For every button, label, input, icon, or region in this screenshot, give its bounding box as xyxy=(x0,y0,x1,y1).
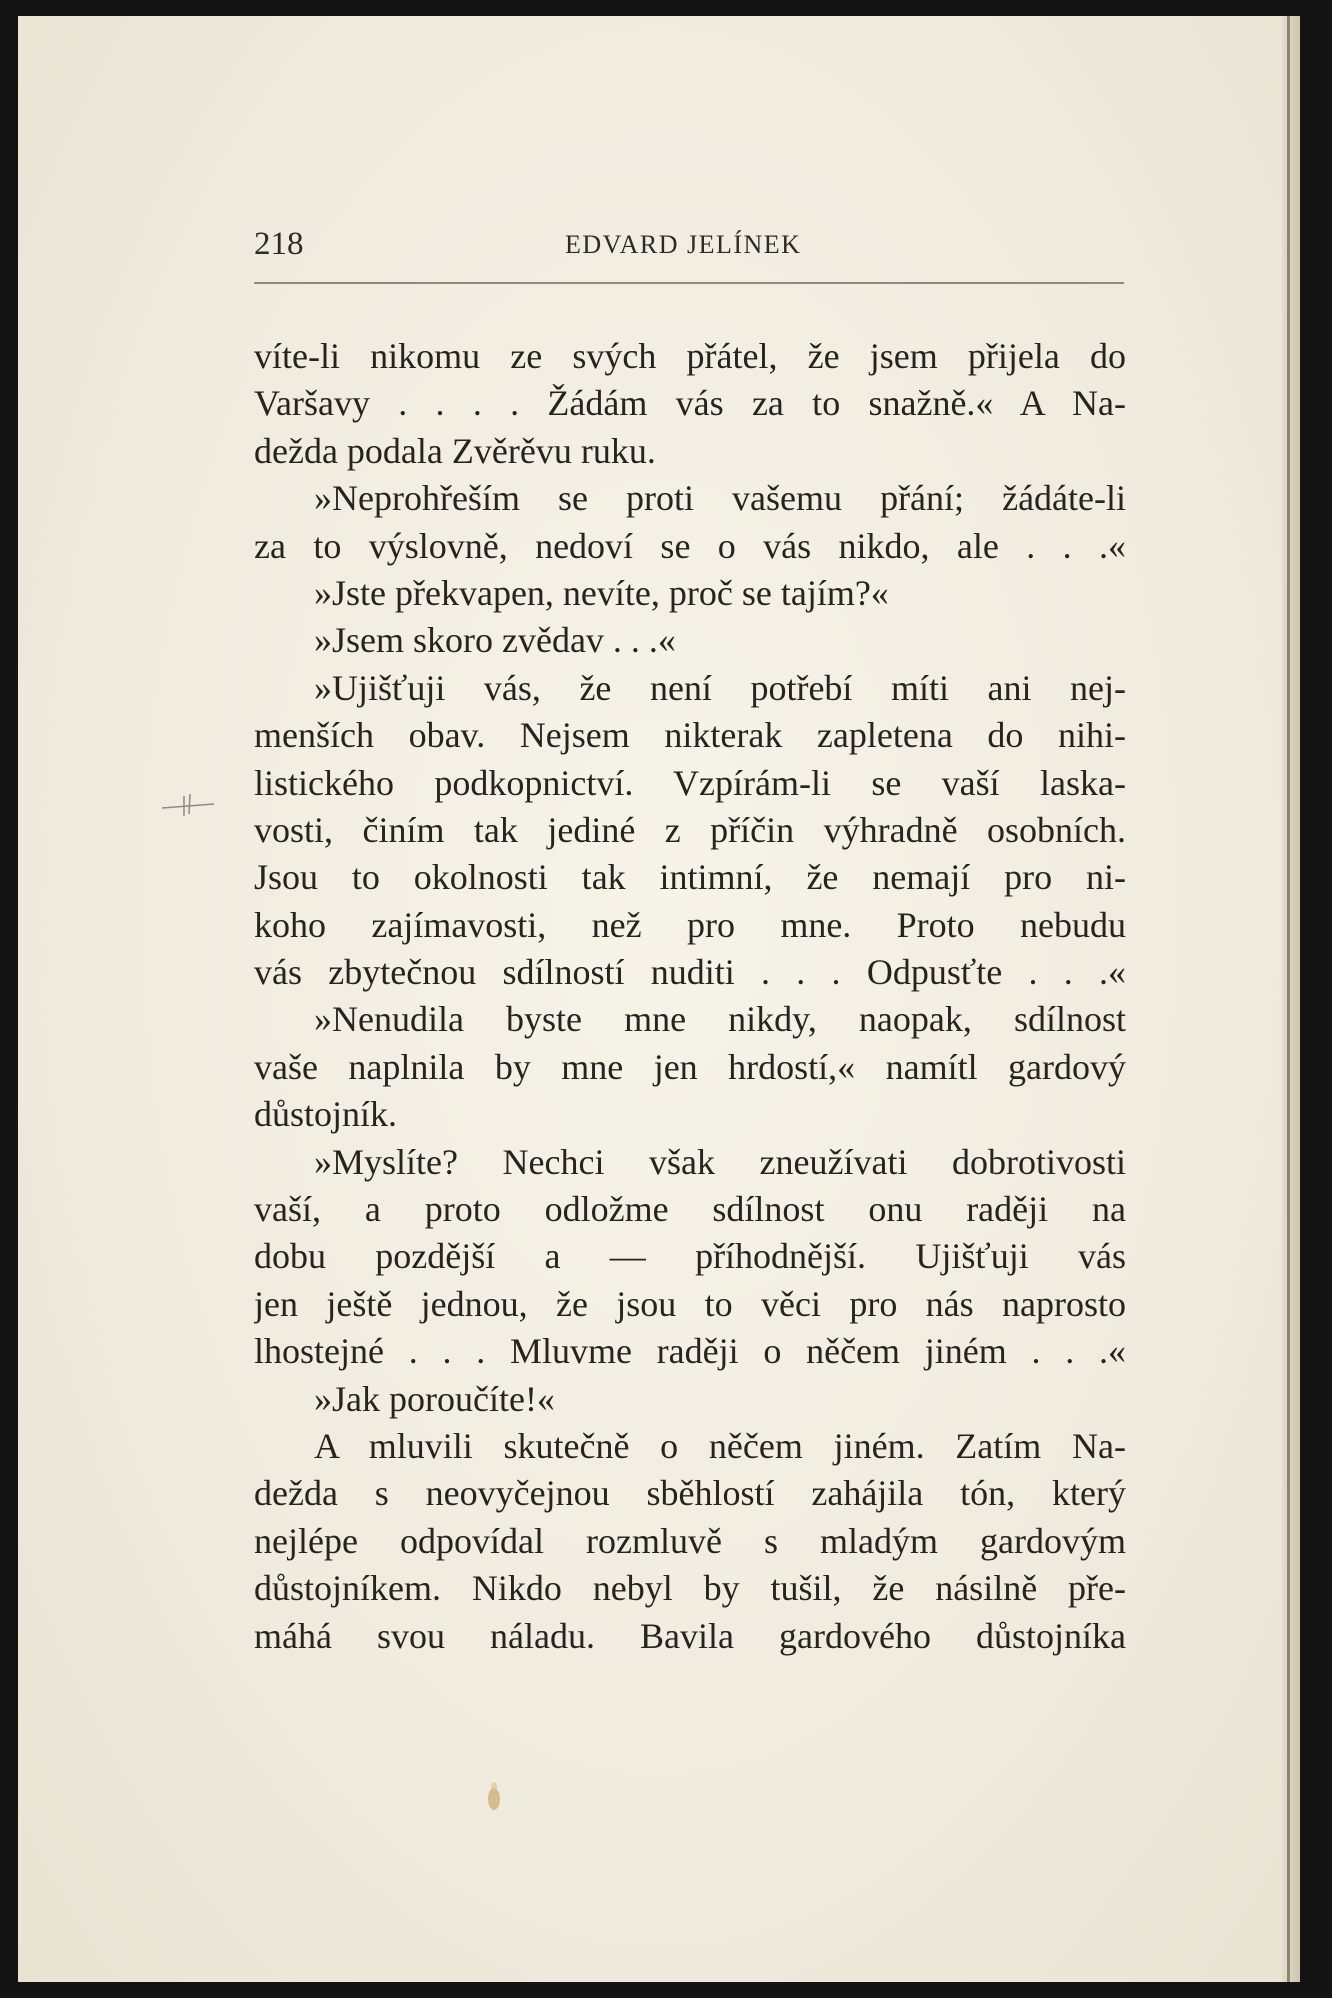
text-line: »Jak poroučíte!« xyxy=(314,1378,555,1419)
page-header xyxy=(254,222,1124,262)
ink-stain-icon xyxy=(484,1775,504,1813)
text-line: máhá svou náladu. Bavila gardového důstojníka xyxy=(254,1615,1126,1656)
running-head: EDVARD JELÍNEK xyxy=(565,230,802,259)
text-line: »Jsem skoro zvědav . . .« xyxy=(314,620,676,661)
page-gutter xyxy=(1282,16,1300,1982)
text-line: vaší, a proto odložme sdílnost onu raději na xyxy=(254,1189,1126,1230)
text-line: jen ještě jednou, že jsou to věci pro nás naprosto xyxy=(254,1283,1126,1324)
text-line: důstojník. xyxy=(254,1094,398,1135)
text-line: nejlépe odpovídal rozmluvě s mladým gardovým xyxy=(254,1520,1126,1561)
text-line: za to výslovně, nedoví se o vás nikdo, ale . . .« xyxy=(254,525,1126,566)
text-line: »Myslíte? Nechci však zneužívati dobrotivosti xyxy=(314,1141,1126,1182)
text-line: lhostejné . . . Mluvme raději o něčem jiném . . .« xyxy=(254,1331,1126,1372)
text-line: vosti, činím tak jediné z příčin výhradně osobních. xyxy=(254,809,1126,850)
body-text xyxy=(254,333,1126,1660)
text-line: »Jste překvapen, nevíte, proč se tajím?« xyxy=(314,572,889,613)
text-line: vás zbytečnou sdílností nuditi . . . Odpusťte . . .« xyxy=(254,952,1126,993)
text-line: »Neprohřeším se proti vašemu přání; žádáte-li xyxy=(314,478,1126,519)
text-line: dežda podala Zvěrěvu ruku. xyxy=(254,430,656,471)
text-line: Jsou to okolnosti tak intimní, že nemají pro ni- xyxy=(254,857,1126,898)
text-line: »Ujišťuji vás, že není potřebí míti ani nej- xyxy=(314,667,1126,708)
text-line: vaše naplnila by mne jen hrdostí,« namítl gardový xyxy=(254,1046,1126,1087)
text-line: »Nenudila byste mne nikdy, naopak, sdílnost xyxy=(314,999,1126,1040)
text-line: koho zajímavosti, než pro mne. Proto nebudu xyxy=(254,904,1126,945)
text-line: důstojníkem. Nikdo nebyl by tušil, že násilně pře- xyxy=(254,1568,1126,1609)
text-line: dežda s neovyčejnou sběhlostí zahájila tón, který xyxy=(254,1473,1126,1514)
text-line: menších obav. Nejsem nikterak zapletena do nihi- xyxy=(254,715,1126,756)
page-number: 218 xyxy=(254,226,304,262)
text-line: dobu pozdější a — příhodnější. Ujišťuji vás xyxy=(254,1236,1126,1277)
text-line: A mluvili skutečně o něčem jiném. Zatím Na- xyxy=(314,1425,1126,1466)
text-line: víte-li nikomu ze svých přátel, že jsem přijela do xyxy=(254,336,1126,376)
text-line: listického podkopnictví. Vzpírám-li se vaší laska- xyxy=(254,762,1126,803)
gutter-fold-line xyxy=(1287,16,1290,1982)
pencil-margin-mark-icon xyxy=(160,790,216,820)
header-rule xyxy=(254,282,1124,284)
text-line: Varšavy . . . . Žádám vás za to snažně.« A Na- xyxy=(254,383,1126,424)
